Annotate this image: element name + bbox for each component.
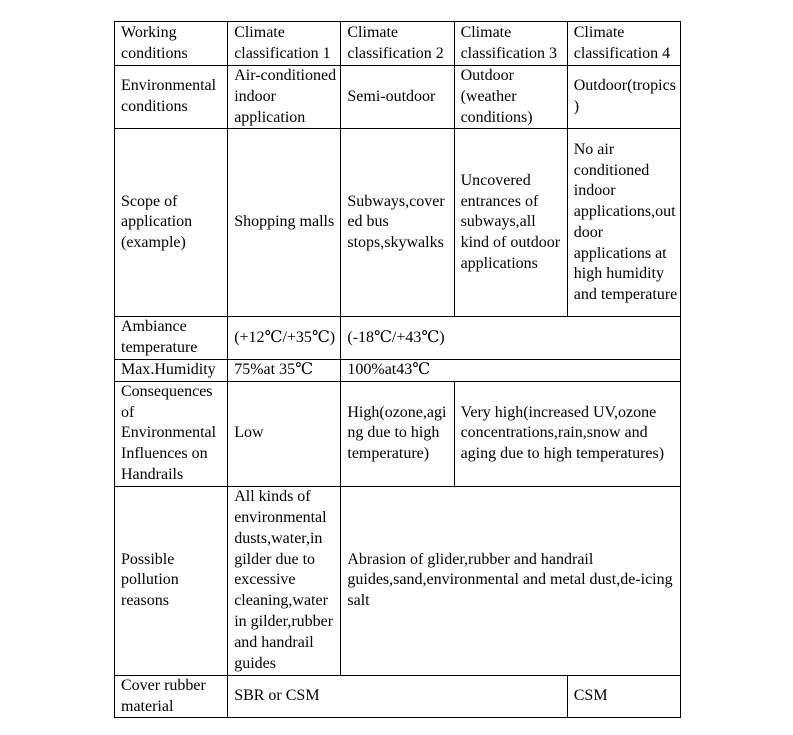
max-humidity-climate-2-to-4: 100%at43℃ [341, 359, 681, 381]
working-conditions-header: Working conditions [115, 22, 228, 66]
environmental-influences-climate-2: High(ozone,aging due to high temperature) [341, 381, 454, 486]
scope-of-application-label: Scope of application (example) [115, 129, 228, 317]
environmental-conditions-climate-2: Semi-outdoor [341, 66, 454, 129]
cover-rubber-material-climate-1-to-3: SBR or CSM [228, 675, 568, 718]
environmental-conditions-climate-3: Outdoor (weather conditions) [454, 66, 567, 129]
environmental-conditions-climate-4: Outdoor(tropics) [567, 66, 680, 129]
cover-rubber-material-climate-4: CSM [567, 675, 680, 718]
climate-classification-table [114, 21, 681, 718]
pollution-reasons-climate-2-to-4: Abrasion of glider,rubber and handrail guides,sand,environmental and metal dust,de-icing salt [341, 486, 681, 675]
scope-of-application-row [115, 129, 681, 317]
cover-rubber-material-label: Cover rubber material [115, 675, 228, 718]
scope-of-application-climate-3: Uncovered entrances of subways,all kind of outdoor applications [454, 129, 567, 317]
pollution-reasons-label: Possible pollution reasons [115, 486, 228, 675]
ambiance-temperature-climate-1: (+12℃/+35℃) [228, 317, 341, 360]
climate-classification-3-header: Climate classification 3 [454, 22, 567, 66]
max-humidity-label: Max.Humidity [115, 359, 228, 381]
environmental-conditions-climate-1: Air-conditioned indoor application [228, 66, 341, 129]
ambiance-temperature-climate-2-to-4: (-18℃/+43℃) [341, 317, 681, 360]
environmental-influences-label: Consequences of Environmental Influences on Handrails [115, 381, 228, 486]
ambiance-temperature-row [115, 317, 681, 360]
scope-of-application-climate-1: Shopping malls [228, 129, 341, 317]
header-row [115, 22, 681, 66]
climate-classification-2-header: Climate classification 2 [341, 22, 454, 66]
scope-of-application-climate-2: Subways,covered bus stops,skywalks [341, 129, 454, 317]
cover-rubber-material-row [115, 675, 681, 718]
table-body [115, 22, 681, 718]
environmental-influences-row [115, 381, 681, 486]
ambiance-temperature-label: Ambiance temperature [115, 317, 228, 360]
climate-classification-1-header: Climate classification 1 [228, 22, 341, 66]
climate-classification-4-header: Climate classification 4 [567, 22, 680, 66]
max-humidity-climate-1: 75%at 35℃ [228, 359, 341, 381]
environmental-influences-climate-1: Low [228, 381, 341, 486]
pollution-reasons-row [115, 486, 681, 675]
scope-of-application-climate-4: No air conditioned indoor applications,outdoor applications at high humidity and temperature [567, 129, 680, 317]
environmental-conditions-label: Environmental conditions [115, 66, 228, 129]
environmental-conditions-row [115, 66, 681, 129]
max-humidity-row [115, 359, 681, 381]
pollution-reasons-climate-1: All kinds of environmental dusts,water,in gilder due to excessive cleaning,water in gilder,rubber and handrail guides [228, 486, 341, 675]
environmental-influences-climate-3-to-4: Very high(increased UV,ozone concentrations,rain,snow and aging due to high temperatures) [454, 381, 680, 486]
